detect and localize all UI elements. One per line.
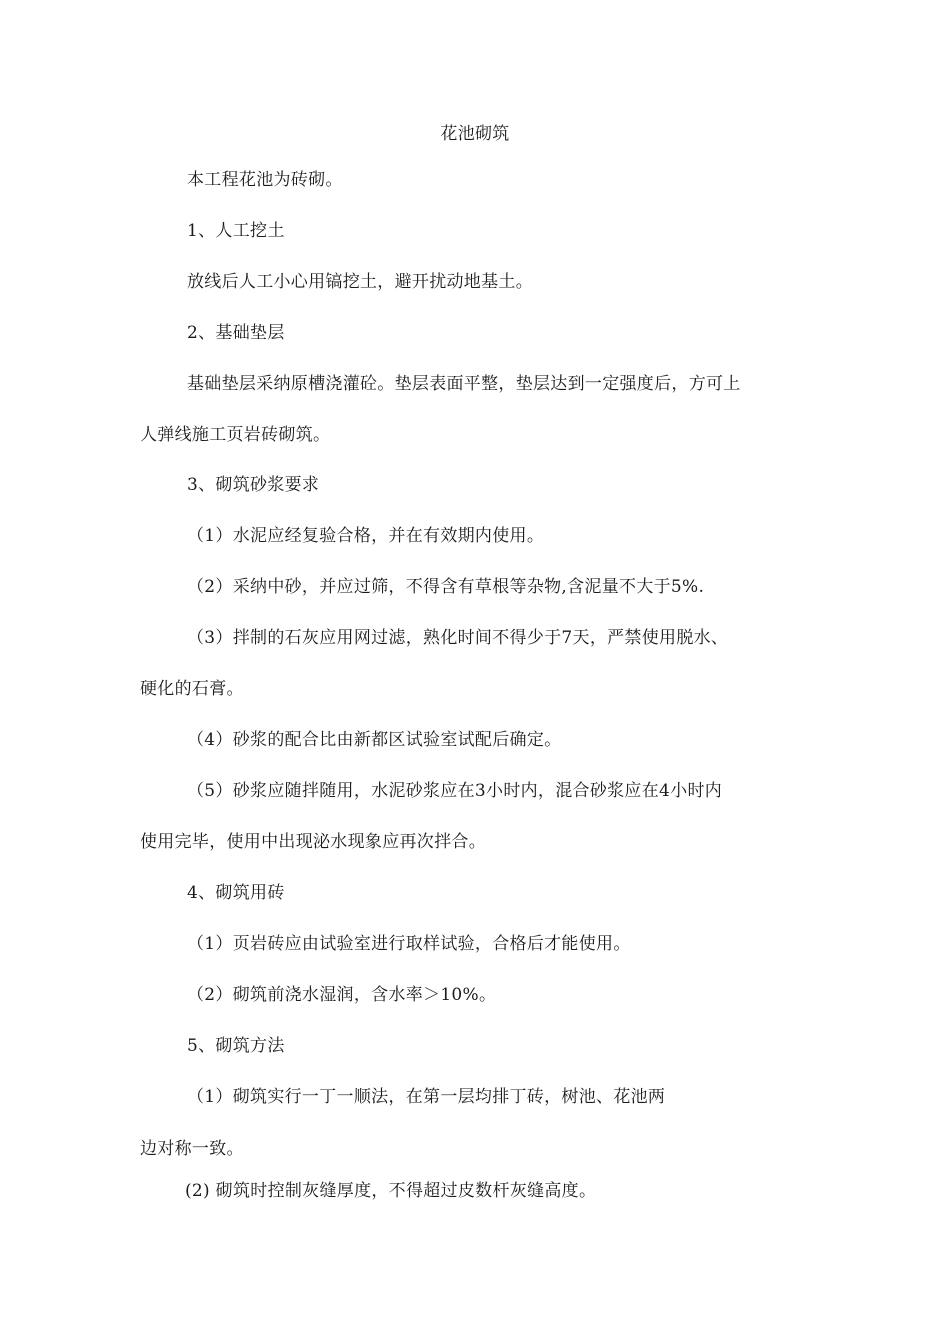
list-item-5-2: (2) 砌筑时控制灰缝厚度，不得超过皮数杆灰缝高度。 [185, 1181, 597, 1201]
list-item-3-4: （4）砂浆的配合比由新都区试验室试配后确定。 [187, 730, 562, 750]
list-item-5-1-line-1: （1）砌筑实行一丁一顺法，在第一层均排丁砖，树池、花池两 [187, 1087, 666, 1107]
paragraph-1: 放线后人工小心用镐挖土，避开扰动地基土。 [187, 272, 533, 292]
section-heading-1: 1、人工挖土 [187, 221, 285, 241]
section-heading-5: 5、砌筑方法 [187, 1036, 285, 1056]
list-item-3-3-line-1: （3）拌制的石灰应用网过滤，熟化时间不得少于7天，严禁使用脱水、 [187, 628, 729, 648]
list-item-3-2: （2）采纳中砂，并应过筛，不得含有草根等杂物,含泥量不大于5%. [187, 577, 705, 597]
section-heading-2: 2、基础垫层 [187, 323, 285, 343]
paragraph-2-line-2: 人弹线施工页岩砖砌筑。 [140, 425, 331, 445]
list-item-4-1: （1）页岩砖应由试验室进行取样试验，合格后才能使用。 [187, 934, 631, 954]
list-item-4-2: （2）砌筑前浇水湿润，含水率＞10%。 [187, 985, 497, 1005]
section-heading-4: 4、砌筑用砖 [187, 883, 285, 903]
list-item-3-1: （1）水泥应经复验合格，并在有效期内使用。 [187, 526, 545, 546]
paragraph-2-line-1: 基础垫层采纳原槽浇灌砼。垫层表面平整，垫层达到一定强度后，方可上 [187, 374, 741, 394]
paragraph-intro: 本工程花池为砖砌。 [187, 170, 343, 190]
list-item-5-1-line-2: 边对称一致。 [140, 1139, 244, 1159]
section-heading-3: 3、砌筑砂浆要求 [187, 475, 320, 495]
list-item-3-5-line-2: 使用完毕，使用中出现泌水现象应再次拌合。 [140, 832, 486, 852]
list-item-3-5-line-1: （5）砂浆应随拌随用，水泥砂浆应在3小时内，混合砂浆应在4小时内 [187, 781, 723, 801]
list-item-3-3-line-2: 硬化的石膏。 [140, 679, 244, 699]
document-title: 花池砌筑 [440, 124, 510, 144]
